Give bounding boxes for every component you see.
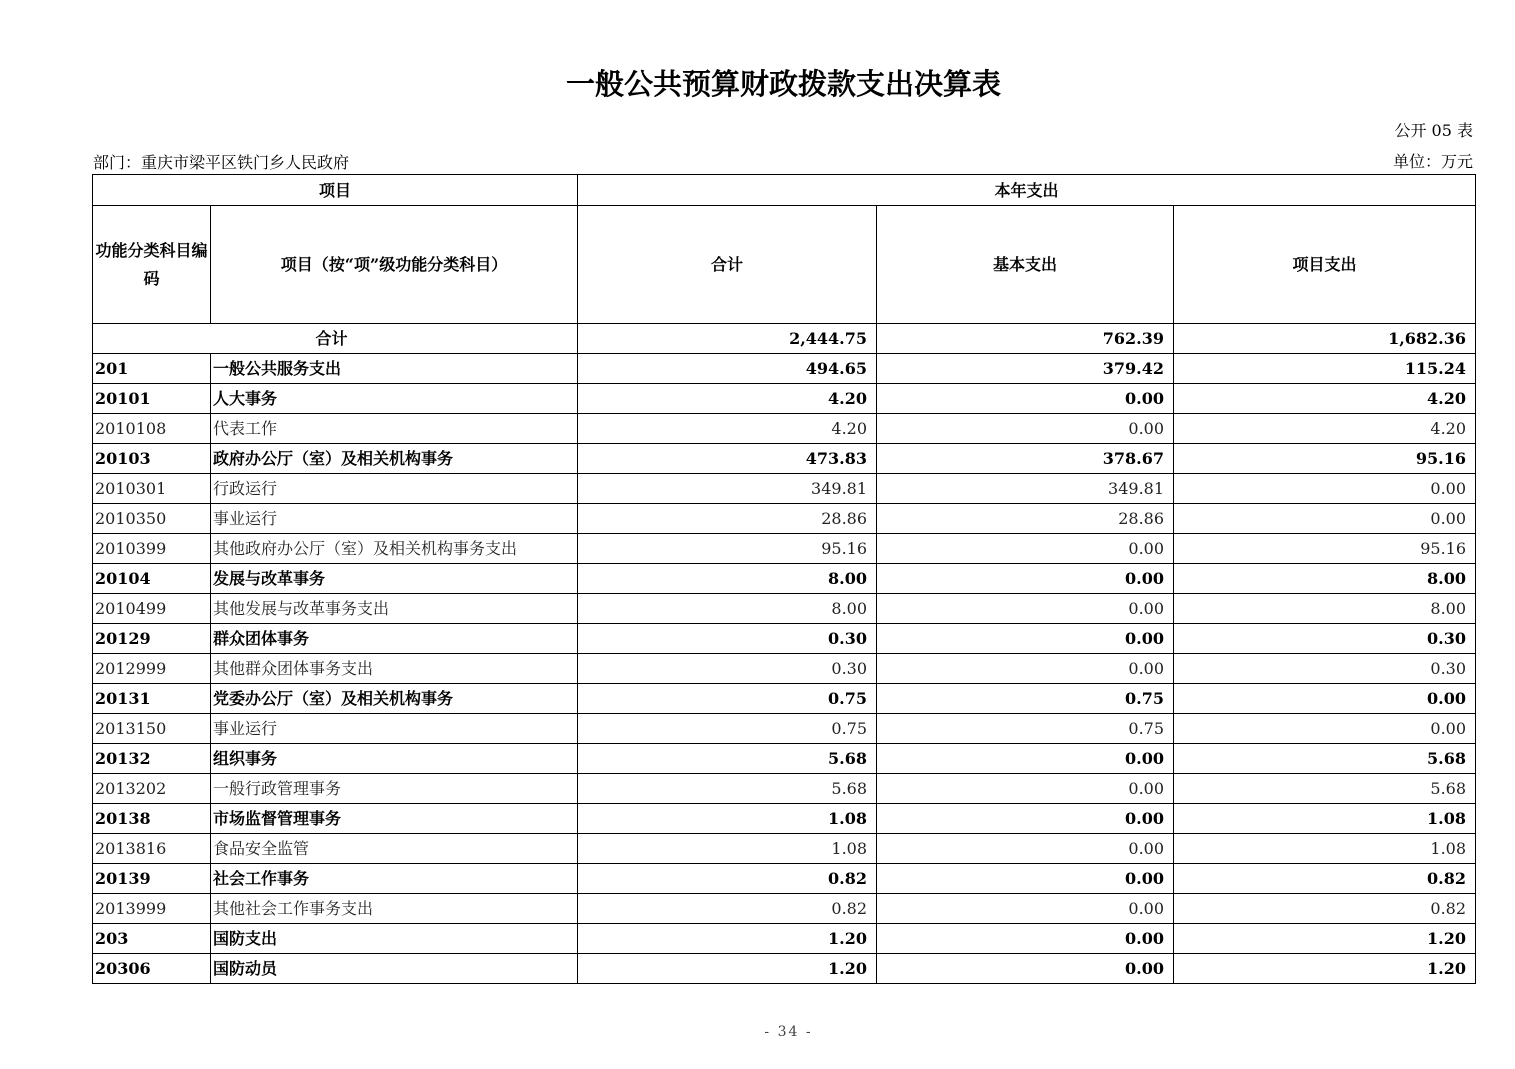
row-total: 5.68 (578, 774, 877, 804)
row-item-name: 行政运行 (211, 474, 578, 504)
row-total: 0.30 (578, 654, 877, 684)
row-project: 0.82 (1174, 864, 1476, 894)
row-item-name: 国防动员 (211, 954, 578, 984)
total-basic: 762.39 (877, 324, 1174, 354)
row-total: 494.65 (578, 354, 877, 384)
row-basic: 349.81 (877, 474, 1174, 504)
row-project: 0.82 (1174, 894, 1476, 924)
row-code: 20139 (93, 864, 211, 894)
row-code: 20101 (93, 384, 211, 414)
row-code: 20104 (93, 564, 211, 594)
row-basic: 0.75 (877, 714, 1174, 744)
page-number: - 34 - (764, 1024, 813, 1040)
table-row (93, 864, 1476, 894)
row-project: 1.08 (1174, 804, 1476, 834)
row-item-name: 代表工作 (211, 414, 578, 444)
document-title: 一般公共预算财政拨款支出决算表 (565, 67, 1001, 101)
row-item-name: 市场监督管理事务 (211, 804, 578, 834)
row-basic: 0.00 (877, 954, 1174, 984)
row-item-name: 人大事务 (211, 384, 578, 414)
row-project: 0.30 (1174, 654, 1476, 684)
table-row (93, 924, 1476, 954)
total-sum: 2,444.75 (578, 324, 877, 354)
row-basic: 0.00 (877, 744, 1174, 774)
row-basic: 0.75 (877, 684, 1174, 714)
row-project: 95.16 (1174, 444, 1476, 474)
row-total: 349.81 (578, 474, 877, 504)
row-item-name: 其他社会工作事务支出 (211, 894, 578, 924)
row-total: 1.08 (578, 804, 877, 834)
row-basic: 0.00 (877, 384, 1174, 414)
row-item-name: 社会工作事务 (211, 864, 578, 894)
row-total: 1.20 (578, 954, 877, 984)
row-project: 115.24 (1174, 354, 1476, 384)
row-total: 0.82 (578, 894, 877, 924)
row-item-name: 食品安全监管 (211, 834, 578, 864)
table-row (93, 564, 1476, 594)
row-basic: 0.00 (877, 534, 1174, 564)
row-total: 28.86 (578, 504, 877, 534)
row-basic: 379.42 (877, 354, 1174, 384)
row-total: 0.75 (578, 714, 877, 744)
row-total: 95.16 (578, 534, 877, 564)
row-project: 95.16 (1174, 534, 1476, 564)
table-row (93, 774, 1476, 804)
row-project: 8.00 (1174, 594, 1476, 624)
row-code: 2010301 (93, 474, 211, 504)
row-code: 20132 (93, 744, 211, 774)
total-label: 合计 (93, 324, 578, 354)
row-total: 0.75 (578, 684, 877, 714)
table-row (93, 654, 1476, 684)
table-row (93, 894, 1476, 924)
row-basic: 0.00 (877, 864, 1174, 894)
row-basic: 0.00 (877, 924, 1174, 954)
table-row (93, 714, 1476, 744)
row-code: 203 (93, 924, 211, 954)
row-basic: 0.00 (877, 414, 1174, 444)
row-code: 2013816 (93, 834, 211, 864)
row-item-name: 一般公共服务支出 (211, 354, 578, 384)
table-number: 公开 05 表 (1394, 121, 1473, 140)
row-code: 2013150 (93, 714, 211, 744)
row-code: 2010499 (93, 594, 211, 624)
row-code: 20138 (93, 804, 211, 834)
table-row (93, 444, 1476, 474)
header-project: 项目 (93, 175, 578, 206)
expense-table (92, 174, 1476, 984)
table-row (93, 504, 1476, 534)
row-total: 8.00 (578, 594, 877, 624)
row-code: 2013999 (93, 894, 211, 924)
row-item-name: 其他政府办公厅（室）及相关机构事务支出 (211, 534, 578, 564)
row-project: 0.30 (1174, 624, 1476, 654)
row-total: 1.20 (578, 924, 877, 954)
header-item-name: 项目（按“项”级功能分类科目） (211, 206, 578, 324)
table-row (93, 534, 1476, 564)
row-project: 0.00 (1174, 474, 1476, 504)
row-project: 0.00 (1174, 714, 1476, 744)
row-code: 2010399 (93, 534, 211, 564)
unit-label: 单位：万元 (1392, 152, 1473, 171)
row-basic: 0.00 (877, 894, 1174, 924)
row-basic: 0.00 (877, 624, 1174, 654)
row-code: 20131 (93, 684, 211, 714)
row-code: 201 (93, 354, 211, 384)
row-basic: 0.00 (877, 774, 1174, 804)
total-project: 1,682.36 (1174, 324, 1476, 354)
table-row (93, 684, 1476, 714)
row-project: 0.00 (1174, 504, 1476, 534)
row-code: 20306 (93, 954, 211, 984)
row-item-name: 事业运行 (211, 504, 578, 534)
row-basic: 378.67 (877, 444, 1174, 474)
row-item-name: 国防支出 (211, 924, 578, 954)
table-row (93, 624, 1476, 654)
table-row (93, 744, 1476, 774)
row-item-name: 其他群众团体事务支出 (211, 654, 578, 684)
row-total: 473.83 (578, 444, 877, 474)
row-project: 5.68 (1174, 774, 1476, 804)
row-code: 2012999 (93, 654, 211, 684)
row-total: 0.30 (578, 624, 877, 654)
row-total: 4.20 (578, 384, 877, 414)
row-project: 4.20 (1174, 414, 1476, 444)
table-row (93, 384, 1476, 414)
row-item-name: 组织事务 (211, 744, 578, 774)
row-total: 4.20 (578, 414, 877, 444)
header-row-top (93, 175, 1476, 206)
row-basic: 0.00 (877, 564, 1174, 594)
table-row (93, 474, 1476, 504)
header-total: 合计 (578, 206, 877, 324)
row-basic: 0.00 (877, 834, 1174, 864)
row-item-name: 其他发展与改革事务支出 (211, 594, 578, 624)
total-row (93, 324, 1476, 354)
header-basic: 基本支出 (877, 206, 1174, 324)
row-code: 20103 (93, 444, 211, 474)
row-project: 5.68 (1174, 744, 1476, 774)
header-current-year-expense: 本年支出 (578, 175, 1476, 206)
department-label: 部门：重庆市梁平区铁门乡人民政府 (93, 153, 350, 172)
row-basic: 0.00 (877, 594, 1174, 624)
row-total: 5.68 (578, 744, 877, 774)
row-project: 4.20 (1174, 384, 1476, 414)
row-project: 8.00 (1174, 564, 1476, 594)
row-item-name: 政府办公厅（室）及相关机构事务 (211, 444, 578, 474)
row-project: 1.08 (1174, 834, 1476, 864)
header-project-expense: 项目支出 (1174, 206, 1476, 324)
row-basic: 28.86 (877, 504, 1174, 534)
row-item-name: 一般行政管理事务 (211, 774, 578, 804)
row-code: 2013202 (93, 774, 211, 804)
table-row (93, 414, 1476, 444)
row-code: 2010350 (93, 504, 211, 534)
row-code: 20129 (93, 624, 211, 654)
row-basic: 0.00 (877, 654, 1174, 684)
row-item-name: 党委办公厅（室）及相关机构事务 (211, 684, 578, 714)
row-total: 0.82 (578, 864, 877, 894)
row-project: 0.00 (1174, 684, 1476, 714)
header-code: 功能分类科目编码 (93, 206, 211, 324)
table-row (93, 594, 1476, 624)
row-item-name: 群众团体事务 (211, 624, 578, 654)
table-row (93, 804, 1476, 834)
row-project: 1.20 (1174, 924, 1476, 954)
table-row (93, 834, 1476, 864)
row-project: 1.20 (1174, 954, 1476, 984)
row-total: 8.00 (578, 564, 877, 594)
row-basic: 0.00 (877, 804, 1174, 834)
row-code: 2010108 (93, 414, 211, 444)
row-total: 1.08 (578, 834, 877, 864)
table-row (93, 354, 1476, 384)
row-item-name: 发展与改革事务 (211, 564, 578, 594)
header-row-bottom (93, 206, 1476, 324)
row-item-name: 事业运行 (211, 714, 578, 744)
table-row (93, 954, 1476, 984)
